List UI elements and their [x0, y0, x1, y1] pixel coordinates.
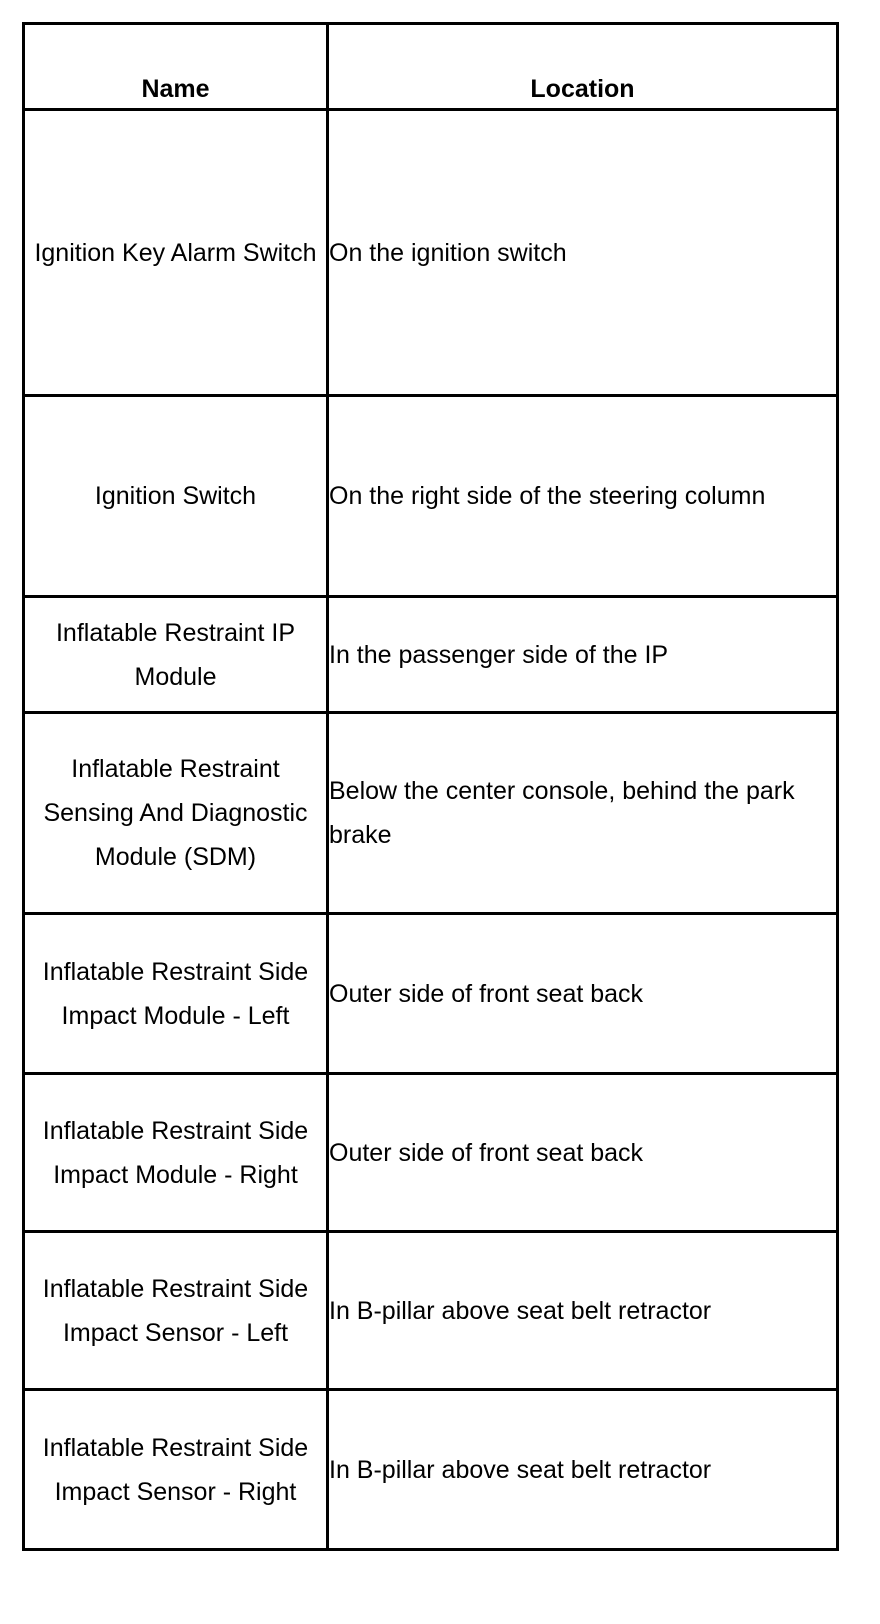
row-name-cell: Ignition Key Alarm Switch — [24, 110, 328, 396]
row-name-cell: Inflatable Restraint Side Impact Sensor - Right — [24, 1390, 328, 1550]
row-name-cell: Inflatable Restraint IP Module — [24, 597, 328, 713]
row-location-cell: On the ignition switch — [328, 110, 838, 396]
row-location-cell: Outer side of front seat back — [328, 914, 838, 1074]
table-row — [24, 713, 838, 914]
row-location-cell: In B-pillar above seat belt retractor — [328, 1390, 838, 1550]
component-location-table — [22, 22, 839, 1551]
table-header-row — [24, 24, 838, 110]
table-row — [24, 396, 838, 597]
table-row — [24, 110, 838, 396]
row-location-cell: Below the center console, behind the park brake — [328, 713, 838, 914]
row-name-cell: Inflatable Restraint Side Impact Sensor - Left — [24, 1232, 328, 1390]
row-location-cell: On the right side of the steering column — [328, 396, 838, 597]
table-row — [24, 1232, 838, 1390]
table-row — [24, 914, 838, 1074]
column-header-name: Name — [24, 24, 328, 110]
row-location-cell: In B-pillar above seat belt retractor — [328, 1232, 838, 1390]
row-location-cell: Outer side of front seat back — [328, 1074, 838, 1232]
row-name-cell: Inflatable Restraint Side Impact Module - Right — [24, 1074, 328, 1232]
column-header-location: Location — [328, 24, 838, 110]
row-name-cell: Inflatable Restraint Side Impact Module - Left — [24, 914, 328, 1074]
table-row — [24, 1074, 838, 1232]
table-row — [24, 597, 838, 713]
table-row — [24, 1390, 838, 1550]
row-name-cell: Inflatable Restraint Sensing And Diagnostic Module (SDM) — [24, 713, 328, 914]
row-location-cell: In the passenger side of the IP — [328, 597, 838, 713]
row-name-cell: Ignition Switch — [24, 396, 328, 597]
